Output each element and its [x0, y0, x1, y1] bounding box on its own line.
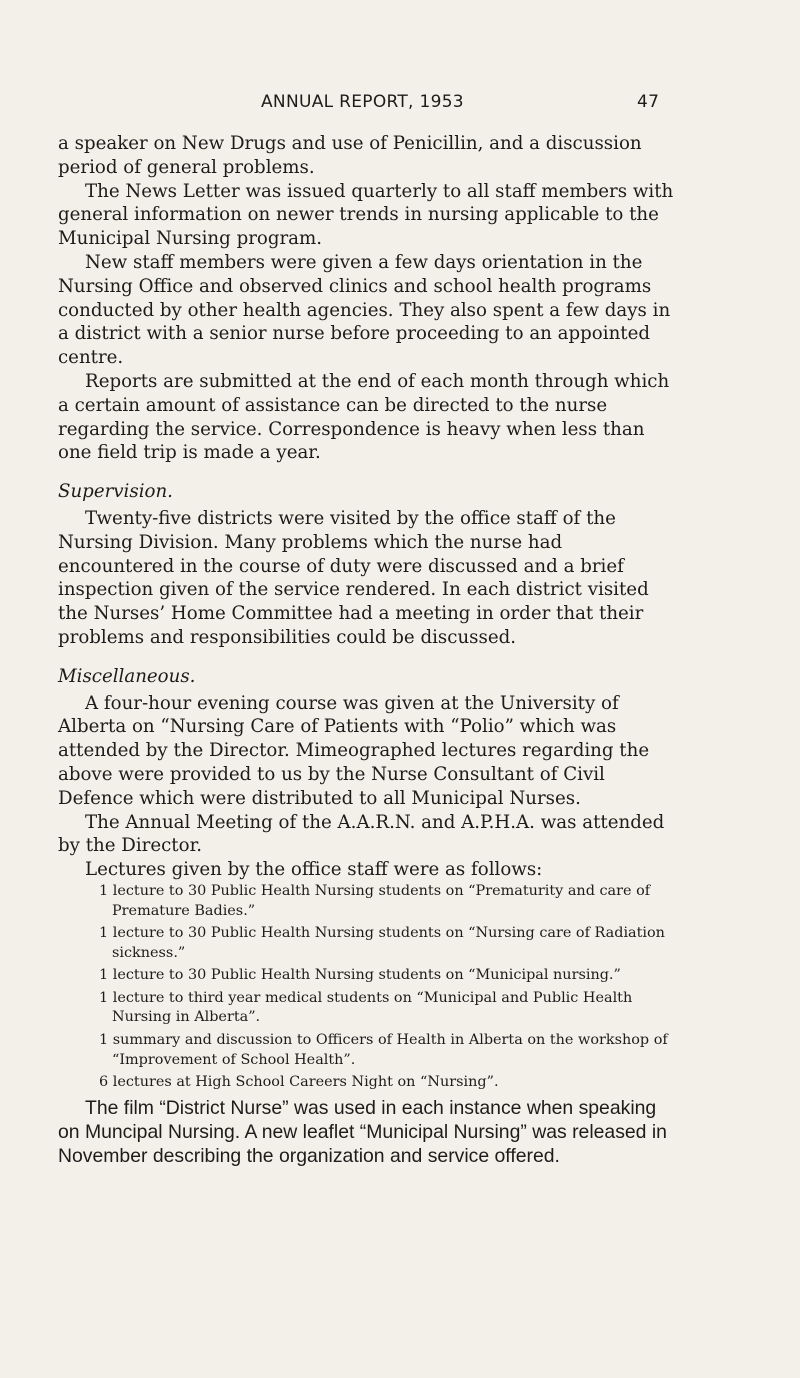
lecture-list — [58, 882, 676, 1093]
paragraph: The Annual Meeting of the A.A.R.N. and A.P.H.A. was attended by the Director. — [58, 811, 665, 857]
body-text — [58, 132, 676, 1168]
list-item: 1 lecture to 30 Public Health Nursing students on “Prematurity and care of Premature Badies.” — [99, 882, 651, 919]
page-number: 47 — [637, 92, 660, 112]
section-heading-supervision: Supervision. — [58, 481, 173, 503]
list-item: 1 lecture to 30 Public Health Nursing students on “Nursing care of Radiation sickness.” — [99, 925, 665, 961]
list-item: 1 lecture to third year medical students on “Municipal and Public Health Nursing in Alberta”. — [99, 989, 633, 1026]
closing-paragraph: The film “District Nurse” was used in each instance when speaking on Muncipal Nursing. A new leaflet “Municipal Nursing” was released in November describing the organization and service offered. — [58, 1096, 667, 1167]
report-title: ANNUAL REPORT, 1953 — [261, 92, 464, 112]
section-heading-miscellaneous: Miscellaneous. — [58, 665, 196, 687]
paragraph: a speaker on New Drugs and use of Penicillin, and a discussion period of general problems. — [58, 133, 642, 178]
paragraph: New staff members were given a few days orientation in the Nursing Office and observed clinics and school health programs conducted by other health agencies. They also spent a few days in a district with a senior nurse before proceeding to an appointed centre. — [58, 251, 671, 369]
paragraph: Reports are submitted at the end of each month through which a certain amount of assistance can be directed to the nurse regarding the service. Correspondence is heavy when less than one field trip is made a year. — [58, 370, 670, 464]
list-item: 1 lecture to 30 Public Health Nursing students on “Municipal nursing.” — [99, 967, 621, 984]
paragraph: Twenty-five districts were visited by the office staff of the Nursing Division. Many problems which the nurse had encountered in the course of duty were discussed and a brief inspection given of the service rendered. In each district visited the Nurses’ Home Committee had a meeting in order that their problems and responsibilities could be discussed. — [58, 507, 649, 648]
list-item: 6 lectures at High School Careers Night on “Nursing”. — [99, 1074, 499, 1091]
paragraph: The News Letter was issued quarterly to all staff members with general information on newer trends in nursing applicable to the Municipal Nursing program. — [58, 180, 674, 250]
paragraph: A four-hour evening course was given at the University of Alberta on “Nursing Care of Patients with “Polio” which was attended by the Director. Mimeographed lectures regarding the above were provided to us by the Nurse Consultant of Civil Defence which were distributed to all Municipal Nurses. — [58, 692, 650, 809]
page-header — [0, 92, 800, 116]
list-item: 1 summary and discussion to Officers of Health in Alberta on the workshop of “Improvement of School Health”. — [99, 1032, 668, 1068]
lectures-intro: Lectures given by the office staff were as follows: — [85, 859, 543, 881]
